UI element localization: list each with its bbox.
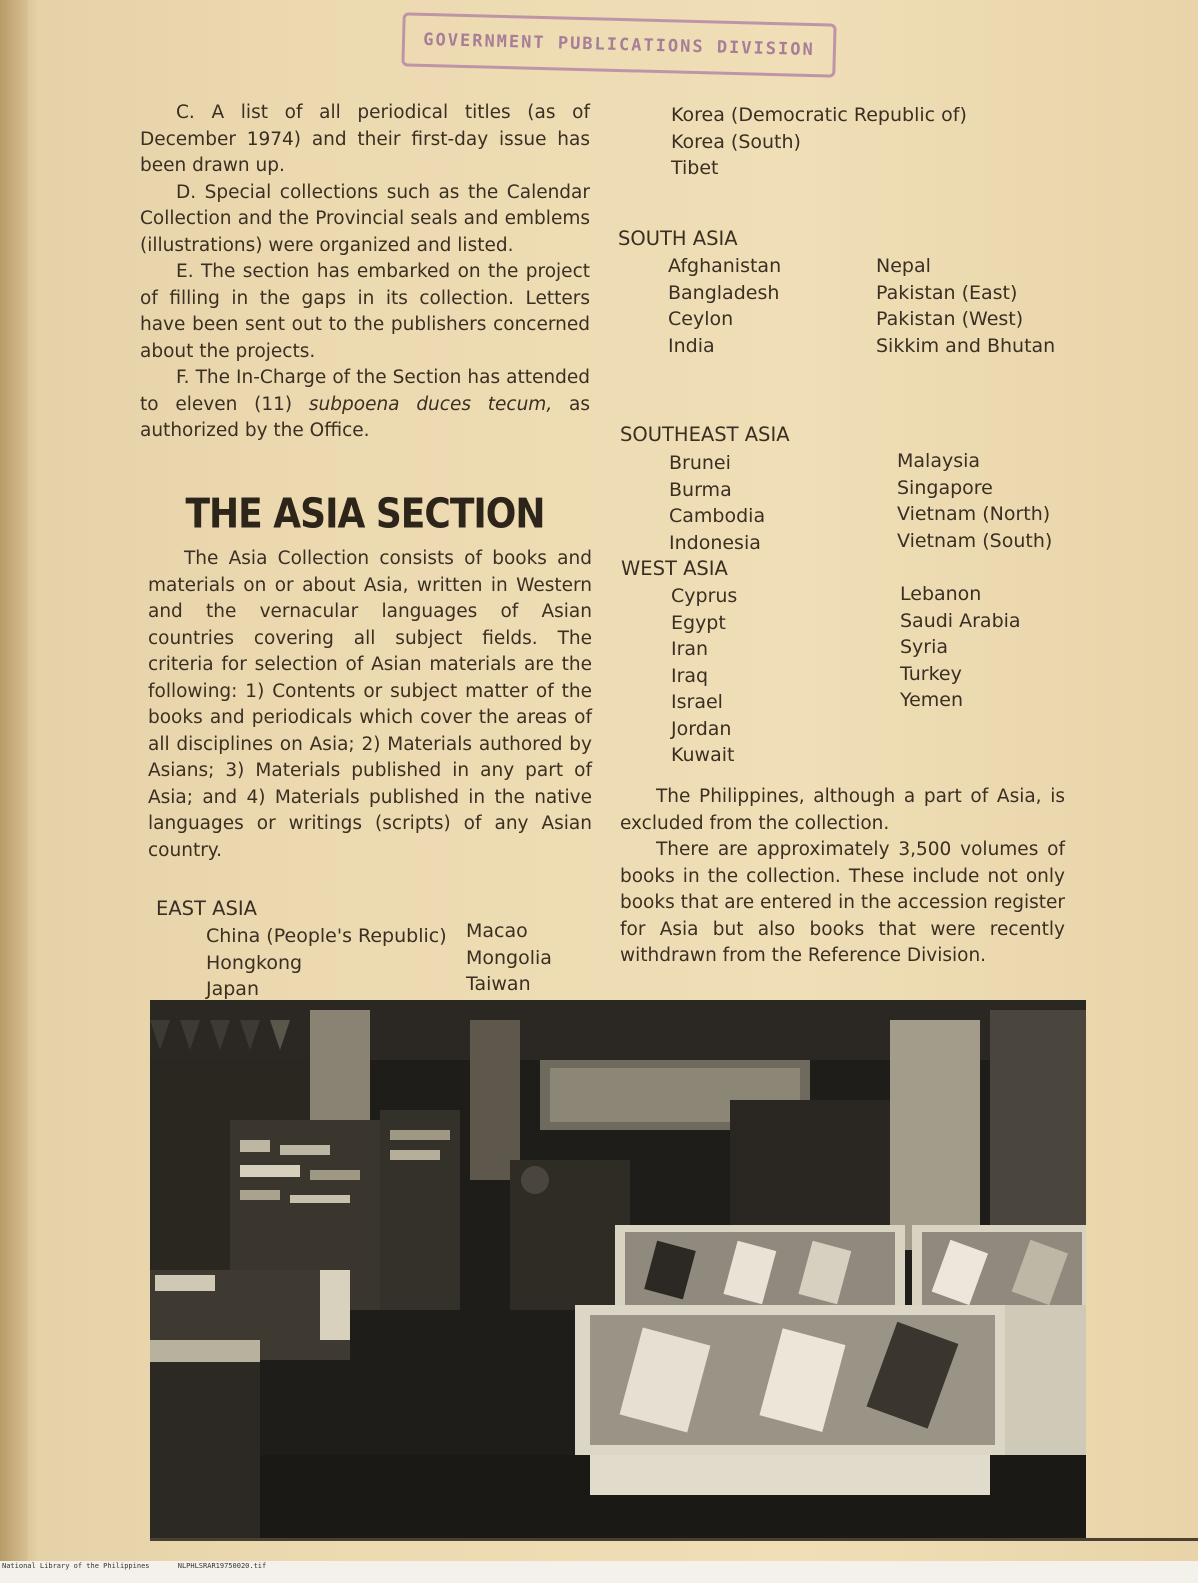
list-item: Mongolia [466, 946, 552, 969]
list-item: Malaysia [897, 450, 981, 472]
southeast-asia-heading: SOUTHEAST ASIA [620, 423, 790, 446]
scan-footer [0, 1561, 1198, 1583]
east-asia-heading: EAST ASIA [156, 897, 257, 920]
list-item: Macao [466, 920, 528, 942]
south-asia-heading: SOUTH ASIA [618, 227, 738, 250]
list-item: Hongkong [206, 951, 303, 974]
list-item: Afghanistan [668, 255, 782, 277]
list-item: Israel [671, 691, 723, 713]
list-item: Turkey [900, 662, 962, 685]
west-asia-list-1 [671, 583, 737, 769]
list-item: Kuwait [671, 744, 735, 766]
list-item: Tibet [671, 157, 719, 179]
government-publications-stamp: GOVERNMENT PUBLICATIONS DIVISION [401, 12, 836, 77]
paragraph-e: E. The section has embarked on the project of filling in the gaps in its collection. Letters have been sent out to the publishers concerned about the projects. [140, 261, 590, 362]
list-item: Japan [206, 978, 259, 1000]
page-bottom-edge [150, 1538, 1198, 1541]
list-item: Pakistan (East) [876, 281, 1018, 304]
list-item: Iran [671, 638, 709, 660]
right-column-paragraphs [620, 784, 1065, 970]
page-spine [0, 0, 28, 1583]
paragraph-f [140, 365, 590, 445]
paragraph-f-tail: as authorized by the Office. [140, 393, 590, 441]
list-item: Korea (Democratic Republic of) [671, 104, 967, 126]
list-item: Saudi Arabia [900, 609, 1021, 632]
list-item: Taiwan [466, 973, 531, 995]
paragraph-d: D. Special collections such as the Calendar Collection and the Provincial seals and emblems (illustrations) were organized and listed. [140, 181, 590, 256]
photo-illustration [150, 1000, 1086, 1540]
east-asia-list-1 [206, 923, 447, 1003]
list-item: Singapore [897, 476, 993, 499]
list-item: Korea (South) [671, 130, 801, 153]
southeast-asia-list-1 [669, 450, 765, 556]
asia-collection-description [148, 546, 592, 864]
south-asia-list-2 [876, 253, 1055, 359]
list-item: Nepal [876, 255, 931, 277]
list-item: Vietnam (North) [897, 503, 1051, 525]
list-item: Bangladesh [668, 281, 780, 304]
library-reading-room-photo [150, 1000, 1086, 1540]
west-asia-heading: WEST ASIA [621, 557, 728, 580]
section-title: THE ASIA SECTION [185, 490, 545, 539]
asia-paragraph: The Asia Collection consists of books and materials on or about Asia, written in Western and the vernacular languages of Asian countries covering all subject fields. The criteria for selection of Asian materials are the following: 1) Contents or subject matter of the books and periodicals which cover the areas of all disciplines on Asia; 2) Materials authored by Asians; 3) Materials published in any part of Asia; and 4) Materials published in the native languages or writings (scripts) of any Asian country. [148, 548, 592, 861]
philippines-paragraph: The Philippines, although a part of Asia, is excluded from the collection. [620, 786, 1065, 834]
volumes-paragraph: There are approximately 3,500 volumes of books in the collection. These include not only books that are entered in the accession register for Asia but also books that were recently withdrawn from the Reference Division. [620, 839, 1065, 966]
list-item: Ceylon [668, 308, 734, 330]
list-item: Syria [900, 636, 949, 658]
southeast-asia-list-2 [897, 448, 1052, 554]
list-item: Indonesia [669, 531, 761, 554]
list-item: Iraq [671, 664, 709, 687]
list-item: China (People's Republic) [206, 925, 447, 947]
paragraph-f-italic: subpoena duces tecum, [308, 393, 553, 415]
list-item: Brunei [669, 452, 731, 474]
list-item: Cambodia [669, 505, 766, 527]
list-item: Cyprus [671, 585, 738, 607]
list-item: Lebanon [900, 583, 982, 605]
list-item: Sikkim and Bhutan [876, 334, 1056, 357]
list-item: Pakistan (West) [876, 308, 1024, 330]
list-item: Jordan [671, 717, 732, 740]
west-asia-list-2 [900, 581, 1021, 714]
footer-file: NLPHLSRAR19750020.tif [177, 1562, 267, 1570]
east-asia-list-2 [466, 918, 552, 998]
list-item: Egypt [671, 611, 726, 634]
list-item: Yemen [900, 689, 964, 711]
east-asia-continued-list [671, 102, 967, 182]
south-asia-list-1 [668, 253, 781, 359]
list-item: India [668, 334, 715, 357]
left-column [140, 100, 590, 445]
footer-library: National Library of the Philippines [2, 1562, 150, 1570]
list-item: Burma [669, 478, 732, 501]
paragraph-f-text: F. The In-Charge of the Section has attended to eleven (11) [140, 367, 590, 415]
list-item: Vietnam (South) [897, 529, 1053, 552]
paragraph-c: C. A list of all periodical titles (as of December 1974) and their first-day issue has been drawn up. [140, 102, 590, 176]
